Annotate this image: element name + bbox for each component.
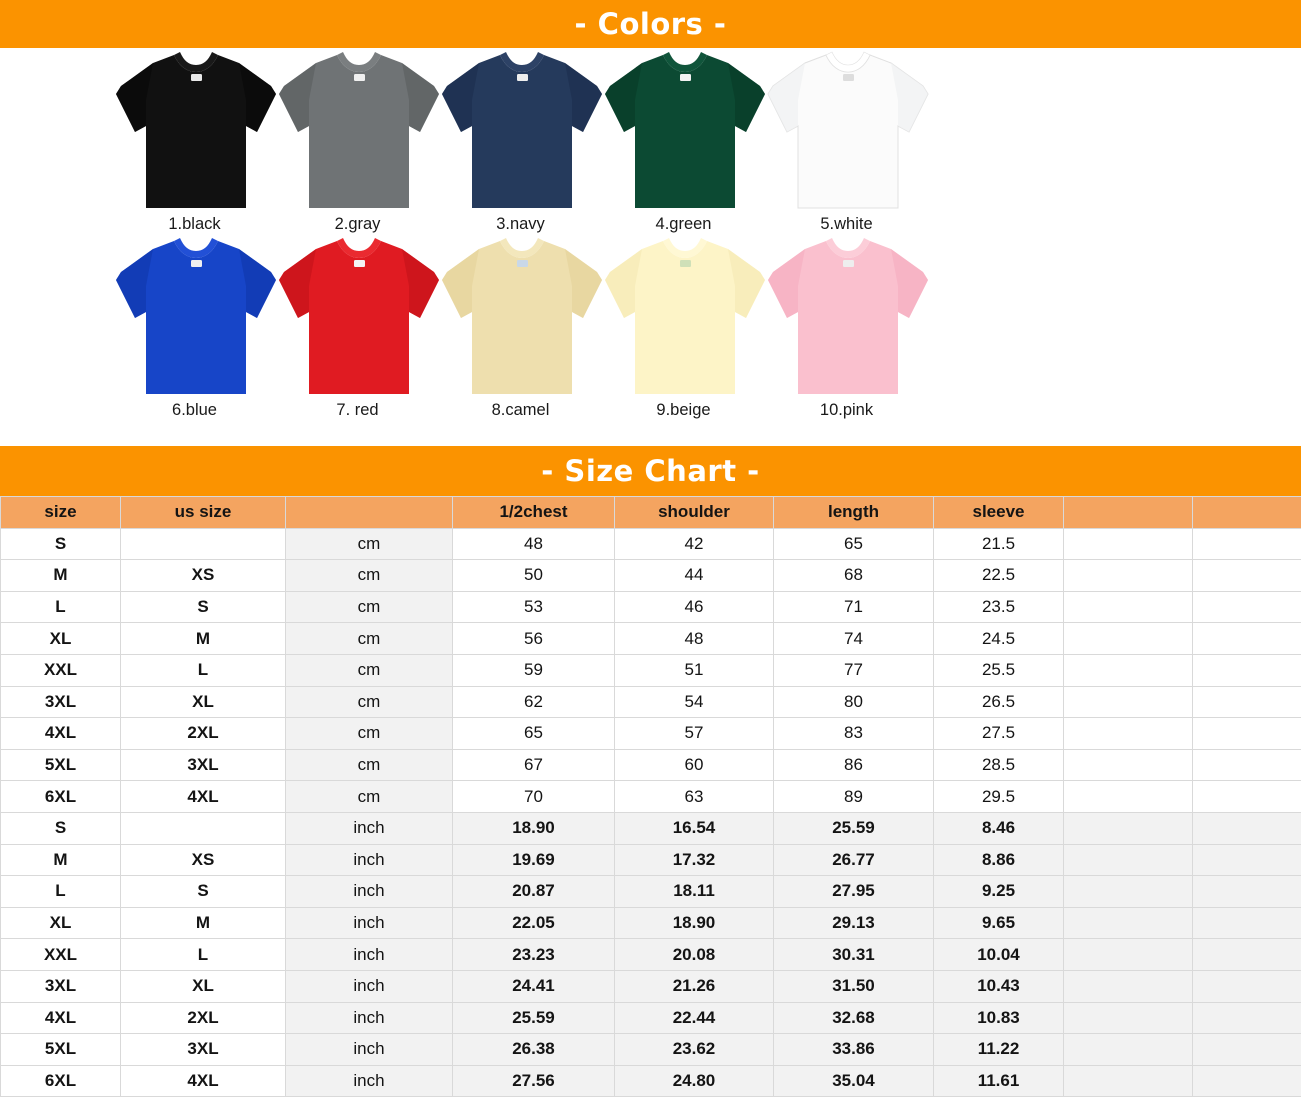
cell-blank <box>1064 939 1193 971</box>
colors-banner-title: - Colors - <box>0 0 1301 48</box>
cell-us <box>121 528 286 560</box>
cell-us: M <box>121 907 286 939</box>
cell-unit: cm <box>286 654 453 686</box>
cell-us: 3XL <box>121 749 286 781</box>
table-row <box>1 1002 1301 1034</box>
color-swatch-white[interactable] <box>765 48 928 234</box>
tshirt-graphic <box>276 234 442 397</box>
cell-sleeve: 27.5 <box>934 718 1064 750</box>
table-header-ussize: us size <box>121 497 286 529</box>
table-row <box>1 528 1301 560</box>
cell-size: L <box>1 876 121 908</box>
cell-shoulder: 51 <box>615 654 774 686</box>
cell-length: 32.68 <box>774 1002 934 1034</box>
cell-blank <box>1064 970 1193 1002</box>
cell-chest: 24.41 <box>453 970 615 1002</box>
cell-length: 77 <box>774 654 934 686</box>
cell-chest: 62 <box>453 686 615 718</box>
color-swatch-camel[interactable] <box>439 234 602 420</box>
cell-us: 2XL <box>121 1002 286 1034</box>
table-row <box>1 686 1301 718</box>
color-label: 2.gray <box>276 215 439 234</box>
table-header-shoulder: shoulder <box>615 497 774 529</box>
tshirt-graphic <box>765 234 931 397</box>
cell-blank <box>1064 812 1193 844</box>
cell-size: L <box>1 591 121 623</box>
color-label: 3.navy <box>439 215 602 234</box>
cell-length: 74 <box>774 623 934 655</box>
cell-shoulder: 48 <box>615 623 774 655</box>
color-label: 6.blue <box>113 401 276 420</box>
tshirt-graphic <box>113 48 279 211</box>
cell-shoulder: 54 <box>615 686 774 718</box>
cell-blank <box>1193 812 1301 844</box>
cell-unit: cm <box>286 781 453 813</box>
size-chart-header <box>1 497 1301 529</box>
cell-blank <box>1193 939 1301 971</box>
cell-us: L <box>121 939 286 971</box>
cell-us: S <box>121 591 286 623</box>
cell-chest: 70 <box>453 781 615 813</box>
cell-blank <box>1064 876 1193 908</box>
cell-unit: inch <box>286 812 453 844</box>
cell-blank <box>1064 1002 1193 1034</box>
cell-us: 4XL <box>121 781 286 813</box>
tshirt-image <box>276 48 439 213</box>
table-row <box>1 749 1301 781</box>
color-row-top <box>0 48 1301 234</box>
cell-us: XS <box>121 560 286 592</box>
cell-size: XL <box>1 907 121 939</box>
tshirt-graphic <box>439 48 605 211</box>
table-header-size: size <box>1 497 121 529</box>
table-row <box>1 1065 1301 1097</box>
cell-blank <box>1193 1034 1301 1066</box>
cell-blank <box>1064 623 1193 655</box>
tshirt-image <box>439 234 602 399</box>
cell-us: 3XL <box>121 1034 286 1066</box>
table-header-blank <box>1193 497 1301 529</box>
cell-blank <box>1193 781 1301 813</box>
tshirt-graphic <box>276 48 442 211</box>
cell-chest: 22.05 <box>453 907 615 939</box>
cell-size: 6XL <box>1 1065 121 1097</box>
cell-length: 25.59 <box>774 812 934 844</box>
cell-unit: cm <box>286 560 453 592</box>
cell-size: XXL <box>1 939 121 971</box>
table-row <box>1 1034 1301 1066</box>
table-row <box>1 970 1301 1002</box>
cell-chest: 59 <box>453 654 615 686</box>
cell-us: S <box>121 876 286 908</box>
cell-size: 5XL <box>1 1034 121 1066</box>
cell-unit: cm <box>286 591 453 623</box>
cell-sleeve: 9.25 <box>934 876 1064 908</box>
cell-chest: 26.38 <box>453 1034 615 1066</box>
cell-size: 3XL <box>1 686 121 718</box>
cell-blank <box>1193 528 1301 560</box>
color-label: 5.white <box>765 215 928 234</box>
cell-shoulder: 23.62 <box>615 1034 774 1066</box>
cell-shoulder: 22.44 <box>615 1002 774 1034</box>
cell-shoulder: 17.32 <box>615 844 774 876</box>
size-chart-banner-title: - Size Chart - <box>0 446 1301 496</box>
cell-sleeve: 10.43 <box>934 970 1064 1002</box>
cell-length: 68 <box>774 560 934 592</box>
size-chart-body <box>1 528 1301 1097</box>
cell-chest: 27.56 <box>453 1065 615 1097</box>
cell-unit: inch <box>286 1002 453 1034</box>
cell-chest: 67 <box>453 749 615 781</box>
cell-blank <box>1064 718 1193 750</box>
tshirt-image <box>439 48 602 213</box>
table-header-length: length <box>774 497 934 529</box>
cell-blank <box>1193 718 1301 750</box>
cell-sleeve: 23.5 <box>934 591 1064 623</box>
cell-shoulder: 18.90 <box>615 907 774 939</box>
cell-shoulder: 57 <box>615 718 774 750</box>
size-chart-table <box>0 496 1301 1097</box>
color-swatch-red[interactable] <box>276 234 439 420</box>
color-swatch-gray[interactable] <box>276 48 439 234</box>
table-header-blank <box>286 497 453 529</box>
tshirt-graphic <box>113 234 279 397</box>
cell-unit: inch <box>286 844 453 876</box>
cell-us: 4XL <box>121 1065 286 1097</box>
cell-sleeve: 22.5 <box>934 560 1064 592</box>
cell-size: 4XL <box>1 718 121 750</box>
table-row <box>1 654 1301 686</box>
cell-chest: 19.69 <box>453 844 615 876</box>
cell-size: S <box>1 812 121 844</box>
cell-shoulder: 21.26 <box>615 970 774 1002</box>
table-header-row <box>1 497 1301 529</box>
cell-unit: cm <box>286 749 453 781</box>
cell-us: XS <box>121 844 286 876</box>
cell-shoulder: 24.80 <box>615 1065 774 1097</box>
cell-size: 3XL <box>1 970 121 1002</box>
cell-length: 31.50 <box>774 970 934 1002</box>
cell-sleeve: 10.04 <box>934 939 1064 971</box>
cell-blank <box>1193 1065 1301 1097</box>
cell-chest: 65 <box>453 718 615 750</box>
cell-size: 4XL <box>1 1002 121 1034</box>
cell-shoulder: 63 <box>615 781 774 813</box>
table-row <box>1 939 1301 971</box>
cell-blank <box>1064 907 1193 939</box>
cell-sleeve: 8.86 <box>934 844 1064 876</box>
tshirt-image <box>602 48 765 213</box>
cell-us <box>121 812 286 844</box>
color-swatch-pink[interactable] <box>765 234 928 420</box>
cell-unit: inch <box>286 1034 453 1066</box>
cell-us: 2XL <box>121 718 286 750</box>
cell-chest: 50 <box>453 560 615 592</box>
tshirt-graphic <box>765 48 931 211</box>
cell-blank <box>1064 654 1193 686</box>
tshirt-image <box>602 234 765 399</box>
cell-shoulder: 42 <box>615 528 774 560</box>
tshirt-graphic <box>439 234 605 397</box>
cell-blank <box>1193 591 1301 623</box>
tshirt-graphic <box>602 48 768 211</box>
cell-unit: cm <box>286 718 453 750</box>
color-label: 8.camel <box>439 401 602 420</box>
table-row <box>1 907 1301 939</box>
cell-sleeve: 8.46 <box>934 812 1064 844</box>
table-header-blank <box>1064 497 1193 529</box>
cell-blank <box>1193 876 1301 908</box>
cell-shoulder: 60 <box>615 749 774 781</box>
cell-length: 27.95 <box>774 876 934 908</box>
tshirt-image <box>765 234 928 399</box>
cell-sleeve: 11.61 <box>934 1065 1064 1097</box>
cell-sleeve: 29.5 <box>934 781 1064 813</box>
cell-unit: inch <box>286 970 453 1002</box>
table-header-12chest: 1/2chest <box>453 497 615 529</box>
cell-blank <box>1193 1002 1301 1034</box>
cell-size: XL <box>1 623 121 655</box>
table-row <box>1 560 1301 592</box>
cell-chest: 23.23 <box>453 939 615 971</box>
cell-unit: inch <box>286 876 453 908</box>
color-swatch-blue[interactable] <box>113 234 276 420</box>
cell-chest: 48 <box>453 528 615 560</box>
cell-length: 35.04 <box>774 1065 934 1097</box>
cell-length: 33.86 <box>774 1034 934 1066</box>
cell-size: 5XL <box>1 749 121 781</box>
cell-blank <box>1064 781 1193 813</box>
cell-sleeve: 26.5 <box>934 686 1064 718</box>
cell-length: 80 <box>774 686 934 718</box>
color-swatch-black[interactable] <box>113 48 276 234</box>
cell-shoulder: 46 <box>615 591 774 623</box>
cell-sleeve: 9.65 <box>934 907 1064 939</box>
cell-length: 65 <box>774 528 934 560</box>
cell-sleeve: 11.22 <box>934 1034 1064 1066</box>
cell-unit: inch <box>286 907 453 939</box>
cell-length: 26.77 <box>774 844 934 876</box>
color-label: 1.black <box>113 215 276 234</box>
cell-shoulder: 18.11 <box>615 876 774 908</box>
cell-blank <box>1064 844 1193 876</box>
color-label: 10.pink <box>765 401 928 420</box>
cell-sleeve: 25.5 <box>934 654 1064 686</box>
cell-us: XL <box>121 970 286 1002</box>
color-label: 4.green <box>602 215 765 234</box>
color-label: 7. red <box>276 401 439 420</box>
cell-blank <box>1193 686 1301 718</box>
cell-unit: cm <box>286 623 453 655</box>
colors-swatch-area <box>0 48 1301 446</box>
cell-size: 6XL <box>1 781 121 813</box>
cell-blank <box>1193 907 1301 939</box>
cell-unit: cm <box>286 528 453 560</box>
cell-blank <box>1193 844 1301 876</box>
table-row <box>1 781 1301 813</box>
table-row <box>1 623 1301 655</box>
cell-length: 86 <box>774 749 934 781</box>
cell-unit: cm <box>286 686 453 718</box>
table-row <box>1 812 1301 844</box>
cell-blank <box>1193 749 1301 781</box>
cell-shoulder: 16.54 <box>615 812 774 844</box>
tshirt-image <box>276 234 439 399</box>
cell-shoulder: 44 <box>615 560 774 592</box>
cell-blank <box>1064 686 1193 718</box>
cell-blank <box>1064 749 1193 781</box>
color-row-bottom <box>0 234 1301 420</box>
cell-blank <box>1064 528 1193 560</box>
table-row <box>1 844 1301 876</box>
cell-unit: inch <box>286 1065 453 1097</box>
cell-blank <box>1193 560 1301 592</box>
cell-sleeve: 21.5 <box>934 528 1064 560</box>
cell-blank <box>1193 654 1301 686</box>
cell-length: 83 <box>774 718 934 750</box>
cell-chest: 53 <box>453 591 615 623</box>
cell-length: 30.31 <box>774 939 934 971</box>
cell-chest: 25.59 <box>453 1002 615 1034</box>
cell-unit: inch <box>286 939 453 971</box>
tshirt-image <box>113 234 276 399</box>
color-label: 9.beige <box>602 401 765 420</box>
cell-sleeve: 24.5 <box>934 623 1064 655</box>
cell-size: M <box>1 844 121 876</box>
cell-sleeve: 10.83 <box>934 1002 1064 1034</box>
color-swatch-beige[interactable] <box>602 234 765 420</box>
cell-chest: 18.90 <box>453 812 615 844</box>
cell-sleeve: 28.5 <box>934 749 1064 781</box>
cell-blank <box>1064 560 1193 592</box>
cell-blank <box>1064 1065 1193 1097</box>
cell-shoulder: 20.08 <box>615 939 774 971</box>
table-row <box>1 876 1301 908</box>
cell-length: 29.13 <box>774 907 934 939</box>
table-row <box>1 718 1301 750</box>
cell-chest: 56 <box>453 623 615 655</box>
color-swatch-navy[interactable] <box>439 48 602 234</box>
cell-us: XL <box>121 686 286 718</box>
cell-length: 89 <box>774 781 934 813</box>
table-row <box>1 591 1301 623</box>
tshirt-graphic <box>602 234 768 397</box>
cell-size: XXL <box>1 654 121 686</box>
color-swatch-green[interactable] <box>602 48 765 234</box>
cell-chest: 20.87 <box>453 876 615 908</box>
cell-us: M <box>121 623 286 655</box>
cell-blank <box>1193 623 1301 655</box>
cell-blank <box>1064 1034 1193 1066</box>
cell-size: S <box>1 528 121 560</box>
tshirt-image <box>113 48 276 213</box>
cell-blank <box>1193 970 1301 1002</box>
tshirt-image <box>765 48 928 213</box>
cell-size: M <box>1 560 121 592</box>
cell-us: L <box>121 654 286 686</box>
cell-blank <box>1064 591 1193 623</box>
cell-length: 71 <box>774 591 934 623</box>
table-header-sleeve: sleeve <box>934 497 1064 529</box>
